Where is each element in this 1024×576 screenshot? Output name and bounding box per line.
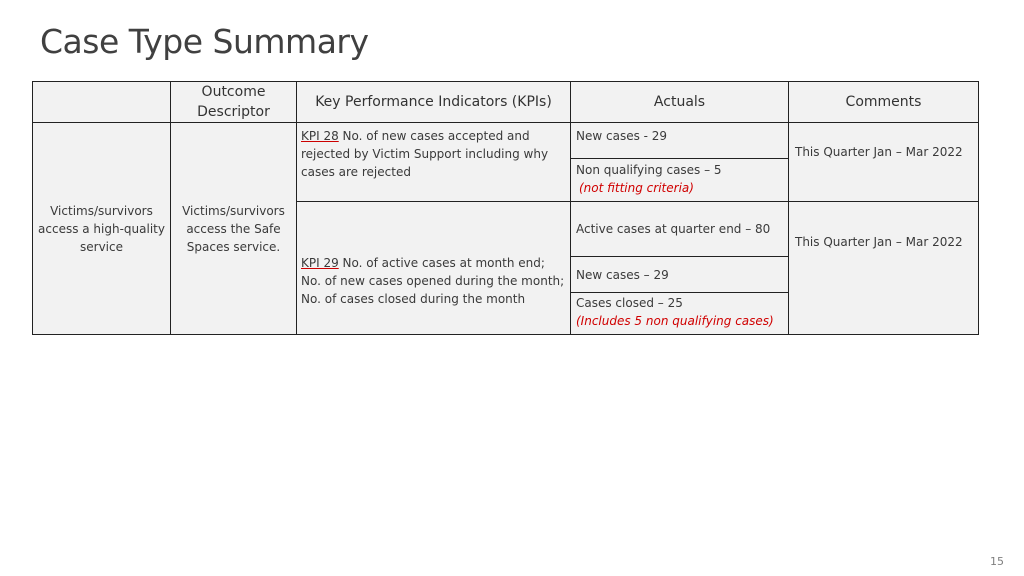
page-number: 15 — [990, 555, 1004, 568]
kpi28-id: KPI 28 — [301, 129, 339, 143]
kpi29-cell — [297, 202, 571, 335]
header-blank — [33, 82, 171, 123]
kpi28-actual-non-qualifying — [571, 159, 789, 202]
kpi29-text: No. of active cases at month end; No. of new cases opened during the month; No. of cases closed during the month — [301, 256, 565, 306]
non-qualifying-label: Non qualifying cases – 5 — [576, 163, 722, 177]
kpi29-actual-active-cases: Active cases at quarter end – 80 — [571, 202, 789, 257]
kpi28-comment: This Quarter Jan – Mar 2022 — [789, 123, 979, 202]
header-row — [33, 82, 979, 123]
header-comments: Comments — [789, 82, 979, 123]
kpi28-text: No. of new cases accepted and rejected by Victim Support including why cases are rejected — [301, 129, 549, 179]
case-summary-table — [32, 81, 979, 335]
table-row — [33, 123, 979, 159]
kpi29-actual-new-cases: New cases – 29 — [571, 257, 789, 293]
header-outcome-descriptor: Outcome Descriptor — [171, 82, 297, 123]
kpi29-comment: This Quarter Jan – Mar 2022 — [789, 202, 979, 335]
kpi28-actual-new-cases: New cases - 29 — [571, 123, 789, 159]
header-kpis: Key Performance Indicators (KPIs) — [297, 82, 571, 123]
outcome-descriptor-cell: Victims/survivors access the Safe Spaces service. — [171, 123, 297, 335]
outcome-cell: Victims/survivors access a high-quality service — [33, 123, 171, 335]
kpi29-actual-cases-closed — [571, 293, 789, 335]
cases-closed-note: (Includes 5 non qualifying cases) — [576, 314, 774, 328]
cases-closed-label: Cases closed – 25 — [576, 296, 683, 310]
kpi28-cell — [297, 123, 571, 202]
page-title: Case Type Summary — [40, 22, 369, 61]
header-actuals: Actuals — [571, 82, 789, 123]
non-qualifying-note: (not fitting criteria) — [579, 181, 694, 195]
kpi29-id: KPI 29 — [301, 256, 339, 270]
